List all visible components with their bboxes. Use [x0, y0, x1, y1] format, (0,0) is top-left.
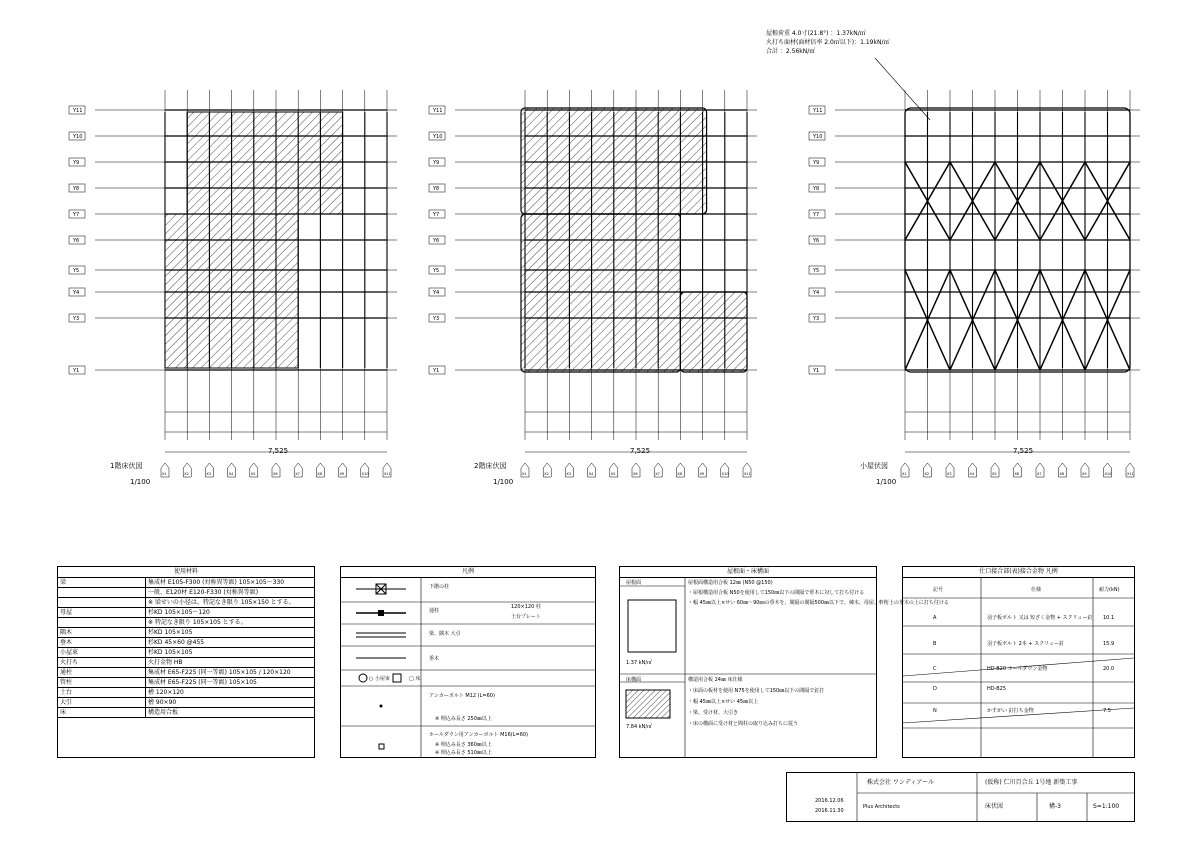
joint-spec: HD-B20 ホールダウン金物: [987, 666, 1048, 672]
material-row: [58, 588, 314, 598]
legend-item-5: □ 床: [409, 676, 421, 682]
legend-table: [340, 566, 596, 758]
joint-val: 7.5: [1103, 708, 1111, 714]
axis-label: Y5: [73, 268, 80, 274]
company-name: 株式会社 ワンディアール: [867, 779, 935, 786]
material-key: 火打ち: [58, 658, 146, 667]
axis-label: Y4: [73, 290, 80, 296]
axis-label: Y5: [813, 268, 820, 274]
grid-label: X11: [744, 472, 751, 476]
material-key: 母屋: [58, 608, 146, 617]
legend-item-8: ホールダウン用アンカーボルト M16(L=60): [429, 732, 529, 738]
material-row: [58, 608, 314, 618]
plan3-scale: 1/100: [876, 478, 897, 486]
legend-sub-2: 土台プレート: [511, 614, 541, 620]
roof-note-1: 屋根荷重 4.0寸(21.8°) ：1.37kN/㎡: [766, 30, 866, 37]
joint-val: 15.9: [1103, 641, 1115, 647]
plan3-total: 7,525: [1013, 447, 1034, 455]
material-key: 垂木: [58, 638, 146, 647]
grid-label: X6: [273, 472, 278, 476]
material-key: 土台: [58, 688, 146, 697]
legend-item-9: ※ 埋込み長さ 360㎜以上: [435, 742, 492, 748]
date-2: 2016.11.30: [815, 808, 844, 814]
grid-label: X9: [339, 472, 345, 476]
axis-label: Y10: [813, 134, 823, 140]
joints-header-2: 耐力(kN): [1099, 587, 1120, 593]
axis-label: Y3: [73, 316, 80, 322]
legend-title: 凡例: [341, 567, 595, 578]
material-row: [58, 698, 314, 708]
material-value: 檜 90×90: [148, 699, 177, 706]
roof-b-text-2: ・幅 45㎜以上×せい 45㎜以上: [688, 699, 759, 705]
project-name: (仮称) 仁川百合丘 1号地 新築工事: [985, 779, 1078, 786]
material-row: [58, 678, 314, 688]
axis-label: Y11: [813, 108, 823, 114]
grid-label: X4: [588, 472, 594, 476]
grid-label: X7: [295, 472, 300, 476]
material-row: [58, 598, 314, 608]
grid-label: X4: [228, 472, 234, 476]
roof-spec-title: 屋根面・床構面: [620, 567, 876, 578]
joints-header-0: 記号: [933, 587, 944, 593]
legend-item-2: 梁、隅木 大引: [429, 631, 461, 637]
roof-b-text-4: ・床の構面に受け材と間柱の取り込み打ちに従う: [688, 721, 799, 727]
grid-label: X9: [1082, 472, 1087, 476]
grid-label: X3: [947, 472, 952, 476]
material-row: [58, 638, 314, 648]
legend-item-1: 通柱: [429, 608, 440, 614]
material-key: 隅木: [58, 628, 146, 637]
axis-label: Y3: [813, 316, 820, 322]
joint-sym: A: [933, 615, 937, 621]
drawing-scale: S=1:100: [1093, 803, 1120, 810]
roof-a-value: 1.37 kN/㎡: [626, 660, 653, 666]
material-value: 檜 120×120: [148, 689, 184, 696]
roof-a-text-2: ・幅 45㎜以上×せい 60㎜～90㎜の垂木を、間隔の間隔500㎜以下で、棟木、母屋、軒桁上の垂木の上に打ち付ける: [688, 600, 949, 606]
grid-label: X2: [544, 472, 549, 476]
plan3-title: 小屋伏図: [860, 462, 888, 470]
material-value: 杉KD 45×60 @455: [148, 639, 205, 646]
axis-label: Y8: [813, 186, 820, 192]
grid-label: X1: [902, 472, 907, 476]
grid-label: X3: [206, 472, 212, 476]
material-row: [58, 688, 314, 698]
axis-label: Y10: [73, 134, 83, 140]
axis-label: Y4: [813, 290, 820, 296]
material-value: 杉KD 105×105: [148, 629, 193, 636]
plan2-total: 7,525: [630, 447, 651, 455]
material-value: ※ 梁せいの小径は、特記なき限り 105×150 とする。: [148, 599, 295, 606]
material-row: [58, 658, 314, 668]
roof-b-text-3: ・梁、受け材、大引き: [688, 710, 739, 716]
material-key: 大引: [58, 698, 146, 707]
roof-a-text-1: ・屋根構造用合板 N50を使用して150㎜以下の間隔で垂木に対して打ち付ける: [688, 590, 865, 596]
legend-item-0: 下階の柱: [429, 584, 450, 590]
axis-label: Y9: [813, 160, 820, 166]
material-value: 火打金物 HB: [148, 659, 183, 666]
joint-spec: 羽子板ボルト 2本 + スクリュー釘: [987, 641, 1064, 647]
floor-panel: [187, 112, 342, 214]
material-row: [58, 618, 314, 628]
grid-label: X6: [633, 472, 638, 476]
grid-label: X7: [1037, 472, 1042, 476]
plan2-title: 2階床伏図: [474, 462, 507, 470]
axis-label: Y11: [433, 108, 443, 114]
legend-item-6: アンカーボルト M12 (L=60): [429, 693, 495, 699]
plan1-title: 1階床伏図: [110, 462, 143, 470]
roof-note-2: 火打ち面材(面材倍率 2.0㎡以下)：1.19kN/㎡: [766, 39, 890, 46]
material-key: [58, 598, 146, 607]
joint-sym: C: [933, 666, 937, 672]
material-key: [58, 588, 146, 597]
axis-label: Y10: [433, 134, 443, 140]
grid-label: X9: [699, 472, 705, 476]
material-value: 集成材 E65-F225 (同一等級) 105×105: [148, 679, 257, 686]
roof-note-3: 合計 ：2.56kN/㎡: [766, 48, 816, 55]
plan1-total: 7,525: [268, 447, 289, 455]
axis-label: Y1: [73, 368, 80, 374]
axis-label: Y5: [433, 268, 440, 274]
axis-label: Y7: [813, 212, 820, 218]
axis-label: Y1: [813, 368, 820, 374]
roof-a-text-0: 屋根面構造用合板 12㎜ (N50 @150): [688, 580, 773, 586]
joint-spec: HD-B25: [987, 686, 1007, 692]
leader-line: [875, 58, 930, 120]
material-key: 梁: [58, 578, 146, 587]
axis-label: Y7: [73, 212, 80, 218]
material-key: 管柱: [58, 678, 146, 687]
material-key: 通柱: [58, 668, 146, 677]
axis-label: Y8: [73, 186, 80, 192]
axis-label: Y6: [433, 238, 440, 244]
material-row: [58, 668, 314, 678]
material-row: [58, 578, 314, 588]
material-row: [58, 708, 314, 718]
floor-panel: [521, 214, 680, 372]
material-key: 小屋束: [58, 648, 146, 657]
grid-label: X1: [162, 472, 167, 476]
material-value: 一般、E120材 E120-F330 (対称異等級): [148, 589, 259, 596]
joint-sym: B: [933, 641, 937, 647]
joint-sym: N: [933, 708, 937, 714]
material-value: 杉KD 105×105～120: [148, 609, 210, 616]
material-key: 床: [58, 708, 146, 717]
legend-item-10: ※ 埋込み長さ 510㎜以上: [435, 750, 492, 756]
roof-a-label: 屋根面: [626, 580, 642, 586]
axis-label: Y7: [433, 212, 440, 218]
grid-label: X10: [1104, 472, 1112, 476]
axis-label: Y11: [73, 108, 83, 114]
plan2-scale: 1/100: [493, 478, 514, 486]
material-value: 集成材 E65-F225 (同一等級) 105×105 / 120×120: [148, 669, 291, 676]
plan1-scale: 1/100: [130, 478, 151, 486]
grid-label: X8: [677, 472, 683, 476]
axis-label: Y9: [73, 160, 80, 166]
grid-label: X2: [184, 472, 189, 476]
grid-label: X4: [969, 472, 975, 476]
material-row: [58, 648, 314, 658]
joint-val: 10.1: [1103, 615, 1115, 621]
roof-b-value: 7.84 kN/㎡: [626, 724, 653, 730]
grid-label: X10: [361, 472, 369, 476]
drawing-name: 床伏図: [985, 803, 1004, 810]
joint-spec: 羽子板ボルト 又は 短ざく金物 + スクリュー釘: [987, 615, 1093, 621]
axis-label: Y4: [433, 290, 440, 296]
joints-header-1: 仕様: [1031, 587, 1042, 593]
material-value: ※ 特記なき限り 105×105 とする。: [148, 619, 247, 626]
legend-item-4: ○ 小屋束: [369, 676, 390, 682]
grid-label: X5: [250, 472, 256, 476]
axis-label: Y9: [433, 160, 440, 166]
grid-label: X10: [721, 472, 729, 476]
grid-label: X2: [924, 472, 930, 476]
material-row: [58, 628, 314, 638]
legend-sub-1: 120×120 柱: [511, 604, 541, 610]
material-value: 集成材 E105-F300 (対称異等級) 105×105～330: [148, 579, 285, 586]
joint-spec: かすがい 釘打ち金物: [987, 708, 1034, 714]
grid-label: X6: [1014, 472, 1020, 476]
grid-label: X8: [1059, 472, 1065, 476]
grid-label: X7: [655, 472, 660, 476]
axis-label: Y6: [813, 238, 820, 244]
grid-label: X3: [566, 472, 572, 476]
legend-item-7: ※ 埋込み長さ 250㎜以上: [435, 716, 492, 722]
joint-val: 20.0: [1103, 666, 1115, 672]
grid-label: X11: [384, 472, 391, 476]
joints-table: [902, 566, 1135, 758]
title-block: [786, 772, 1135, 822]
grid-label: X5: [610, 472, 616, 476]
grid-label: X11: [1127, 472, 1134, 476]
materials-table: [57, 566, 315, 758]
roof-b-text-1: ・床面の板材を使用 N75を使用して150㎜以下の間隔で釘打: [688, 688, 825, 694]
joints-title: 仕口接合部(表)接合金物 凡例: [903, 567, 1134, 578]
materials-title: 使用材料: [58, 567, 314, 578]
material-key: [58, 618, 146, 627]
grid-label: X8: [317, 472, 323, 476]
joint-sym: D: [933, 686, 937, 692]
material-value: 構造用合板: [148, 709, 179, 716]
roof-b-text-0: 構造用合板 24㎜ 床仕様: [688, 677, 743, 683]
grid-label: X1: [522, 472, 527, 476]
axis-label: Y8: [433, 186, 440, 192]
axis-label: Y3: [433, 316, 440, 322]
roof-b-label: 床構面: [626, 677, 642, 683]
date-1: 2016.12.06: [815, 798, 844, 804]
materials-rows: [58, 578, 314, 718]
axis-label: Y1: [433, 368, 440, 374]
legend-item-3: 垂木: [429, 656, 440, 662]
grid-label: X5: [992, 472, 997, 476]
material-value: 杉KD 105×105: [148, 649, 193, 656]
axis-label: Y6: [73, 238, 80, 244]
floor-panel: [680, 292, 747, 372]
drawing-number: 構-3: [1049, 803, 1061, 810]
firm-name: Plus Architects: [863, 804, 900, 810]
